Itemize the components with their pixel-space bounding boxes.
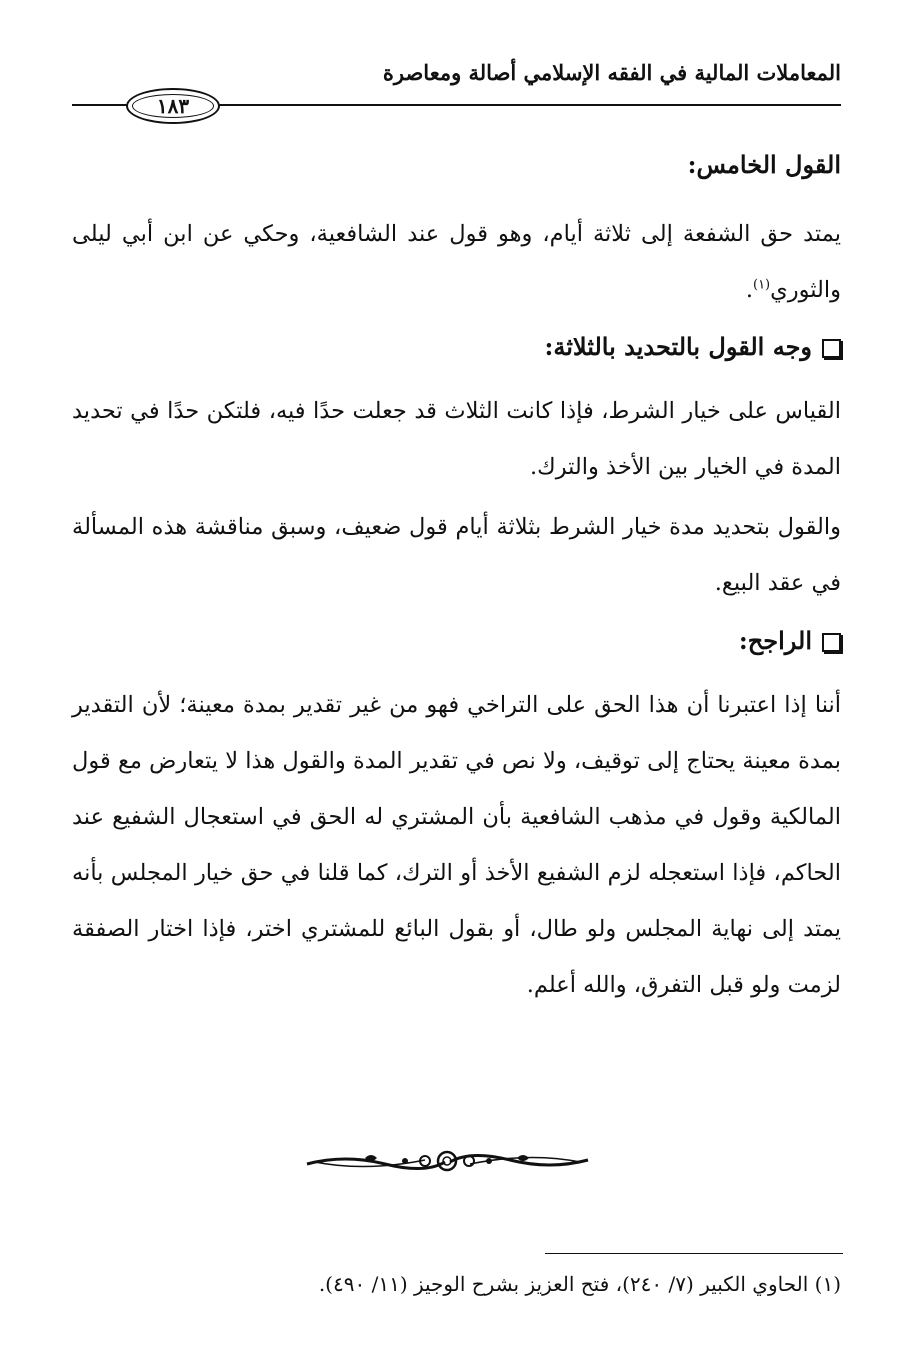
paragraph-reason-2: والقول بتحديد مدة خيار الشرط بثلاثة أيام قول ضعيف، وسبق مناقشة هذه المسألة في عقد البيع. [72,514,841,596]
page-number: ١٨٣ [126,88,220,124]
section-heading-fifth-opinion [300,150,841,179]
ornament-divider-icon [305,1146,590,1176]
section-heading-preferred [300,626,841,655]
footnote-ref: (١) [752,277,771,293]
paragraph-text: يمتد حق الشفعة إلى ثلاثة أيام، وهو قول عند الشافعية، وحكي عن ابن أبي ليلى والثوري [72,221,841,303]
paragraph-fifth-opinion [72,206,841,318]
heading-text: القول الخامس: [687,150,841,179]
section-heading-reason [300,332,841,361]
heading-text: وجه القول بالتحديد بالثلاثة: [544,332,812,361]
footnote-1: (١) الحاوي الكبير (٧/ ٢٤٠)، فتح العزيز بشرح الوجيز (١١/ ٤٩٠). [318,1272,841,1296]
checkbox-square-icon [822,339,841,358]
footnote-rule [545,1253,843,1254]
checkbox-square-icon [822,633,841,652]
paragraph-preferred: أننا إذا اعتبرنا أن هذا الحق على التراخي فهو من غير تقدير بمدة معينة؛ لأن التقدير بمدة معينة يحتاج إلى توقيف، ولا نص في تقدير المدة والقول هذا لا يتعارض مع قول المالكية وقول في مذهب الشافعية بأن المشتري له الحق في استعجال الشفيع عند الحاكم، فإذا استعجله لزم الشفيع الأخذ أو الترك، كما قلنا في حق خيار المجلس بأنه يمتد إلى نهاية المجلس ولو طال، أو بقول البائع للمشتري اختر، فإذا اختار الصفقة لزمت ولو قبل التفرق، والله أعلم. [72,692,841,998]
paragraph-reason-1: القياس على خيار الشرط، فإذا كانت الثلاث قد جعلت حدًا فيه، فلتكن حدًا في تحديد المدة في الخيار بين الأخذ والترك. [72,398,841,480]
heading-text: الراجح: [738,626,812,655]
paragraph-end: . [745,277,753,303]
running-title: المعاملات المالية في الفقه الإسلامي أصالة ومعاصرة [382,60,841,85]
